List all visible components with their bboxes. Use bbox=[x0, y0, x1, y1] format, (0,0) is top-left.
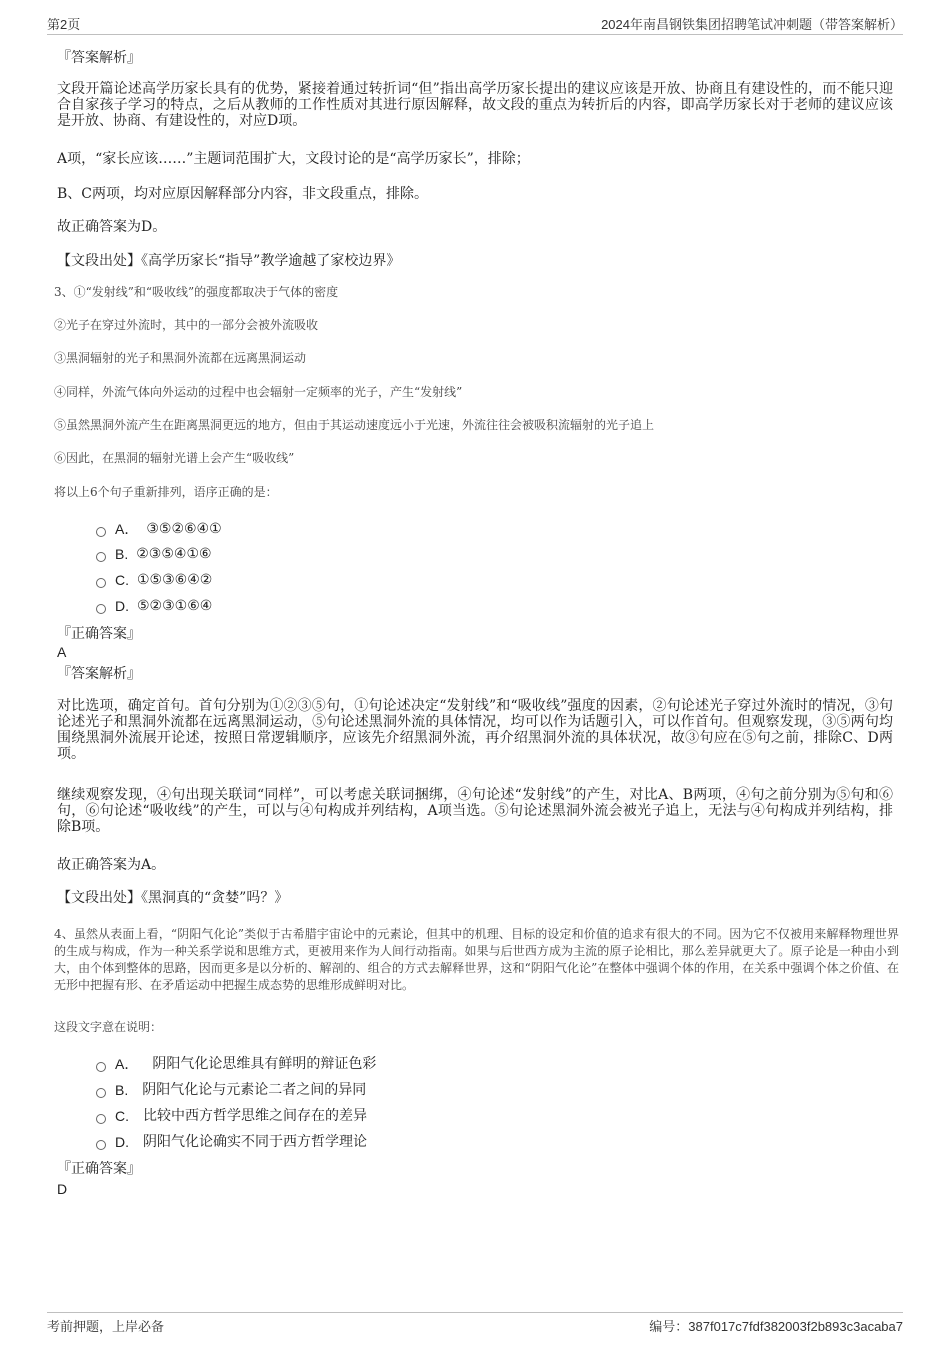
analysis-label: 『答案解析』 bbox=[57, 666, 141, 682]
question-sentence: ⑥因此，在黑洞的辐射光谱上会产生“吸收线” bbox=[54, 451, 295, 465]
footer-slogan: 考前押题，上岸必备 bbox=[47, 1319, 165, 1334]
source-citation: 【文段出处】《黑洞真的“贪婪”吗？》 bbox=[57, 890, 289, 906]
analysis-paragraph: 对比选项，确定首句。首句分别为①②③⑤句，①句论述决定“发射线”和“吸收线”强度的因素，②句论述光子穿过外流时的情况，③句论述光子和黑洞外流都在远离黑洞运动，⑤句论述黑洞外流的具体情况，均可以作为话题引入，可以作首句。但观察发现，③⑤两句均围绕黑洞外流展开论述，按照日常逻辑顺序，应该先介绍黑洞外流，再介绍黑洞外流的具体状况，故③句应在⑤句之前，排除C、D两项。 bbox=[57, 698, 893, 762]
source-citation: 【文段出处】《高学历家长“指导”教学逾越了家校边界》 bbox=[57, 253, 401, 269]
answer-label: 『正确答案』 bbox=[57, 626, 141, 642]
question-sentence: ⑤虽然黑洞外流产生在距离黑洞更远的地方，但由于其运动速度远小于光速，外流往往会被吸积流辐射的光子追上 bbox=[54, 418, 655, 432]
page-number: 第2页 bbox=[47, 17, 81, 32]
option-b[interactable]: B. ②③⑤④①⑥ bbox=[96, 546, 212, 562]
radio-button[interactable] bbox=[96, 552, 106, 562]
question-stem: 4、虽然从表面上看，“阴阳气化论”类似于古希腊宇宙论中的元素论，但其中的机理、目标的设定和价值的追求有很大的不同。因为它不仅被用来解释物理世界的生成与构成，作为一种关系学说和思维方式，更被用来作为人间行动指南。如果与后世西方成为主流的原子论相比，那么差异就更大了。原子论是一种由小到大，由个体到整体的思路，因而更多是以分析的、解剖的、组合的方式去解释世界，这和“阴阳气化论”在整体中强调个体的作用，在关系中强调个体之价值、在无形中把握有形、在矛盾运动中把握生成态势的思维形成鲜明对比。 bbox=[54, 927, 899, 992]
option-c[interactable]: C. 比较中西方哲学思维之间存在的差异 bbox=[96, 1108, 367, 1124]
document-title: 2024年南昌钢铁集团招聘笔试冲刺题（带答案解析） bbox=[601, 17, 903, 32]
answer-label: 『正确答案』 bbox=[57, 1161, 141, 1177]
analysis-conclusion: 故正确答案为D。 bbox=[57, 219, 167, 235]
question-prompt: 将以上6个句子重新排列，语序正确的是： bbox=[54, 485, 278, 499]
option-a[interactable]: A． 阴阳气化论思维具有鲜明的辩证色彩 bbox=[96, 1056, 376, 1072]
radio-button[interactable] bbox=[96, 604, 106, 614]
radio-button[interactable] bbox=[96, 1114, 106, 1124]
question-sentence: ②光子在穿过外流时，其中的一部分会被外流吸收 bbox=[54, 318, 319, 332]
question-sentence: ④同样，外流气体向外运动的过程中也会辐射一定频率的光子，产生“发射线” bbox=[54, 385, 463, 399]
radio-button[interactable] bbox=[96, 1062, 106, 1072]
page-header bbox=[47, 12, 903, 35]
radio-button[interactable] bbox=[96, 578, 106, 588]
correct-answer: A bbox=[57, 644, 67, 660]
correct-answer: D bbox=[57, 1181, 68, 1197]
option-d[interactable]: D. ⑤②③①⑥④ bbox=[96, 598, 212, 614]
option-c[interactable]: C. ①⑤③⑥④② bbox=[96, 572, 212, 588]
option-a[interactable]: A． ③⑤②⑥④① bbox=[96, 521, 222, 537]
document-id: 编号：387f017c7fdf382003f2b893c3acaba7 bbox=[649, 1319, 903, 1334]
radio-button[interactable] bbox=[96, 1088, 106, 1098]
page-footer bbox=[47, 1312, 903, 1335]
analysis-paragraph: B、C两项，均对应原因解释部分内容，非文段重点，排除。 bbox=[57, 186, 428, 202]
analysis-paragraph: 继续观察发现，④句出现关联词“同样”，可以考虑关联词捆绑，④句论述“发射线”的产生，对比A、B两项，④句之前分别为⑤句和⑥句，⑥句论述“吸收线”的产生，可以与④句构成并列结构，A项当选。⑤句论述黑洞外流会被光子追上，无法与④句构成并列结构，排除B项。 bbox=[57, 787, 893, 835]
radio-button[interactable] bbox=[96, 1140, 106, 1150]
question-prompt: 这段文字意在说明： bbox=[54, 1020, 163, 1034]
radio-button[interactable] bbox=[96, 527, 106, 537]
option-b[interactable]: B. 阴阳气化论与元素论二者之间的异同 bbox=[96, 1082, 366, 1098]
question-sentence: ③黑洞辐射的光子和黑洞外流都在远离黑洞运动 bbox=[54, 351, 307, 365]
question-sentence: 3、①“发射线”和“吸收线”的强度都取决于气体的密度 bbox=[54, 285, 339, 299]
analysis-conclusion: 故正确答案为A。 bbox=[57, 857, 166, 873]
analysis-label: 『答案解析』 bbox=[57, 50, 141, 66]
analysis-paragraph: 文段开篇论述高学历家长具有的优势，紧接着通过转折词“但”指出高学历家长提出的建议应该是开放、协商且有建设性的，而不能只迎合自家孩子学习的特点，之后从教师的工作性质对其进行原因解释，故文段的重点为转折后的内容，即高学历家长对于老师的建议应该是开放、协商、有建设性的，对应D项。 bbox=[57, 81, 893, 129]
option-d[interactable]: D. 阴阳气化论确实不同于西方哲学理论 bbox=[96, 1134, 367, 1150]
analysis-paragraph: A项，“家长应该……”主题词范围扩大，文段讨论的是“高学历家长”，排除； bbox=[57, 151, 530, 167]
